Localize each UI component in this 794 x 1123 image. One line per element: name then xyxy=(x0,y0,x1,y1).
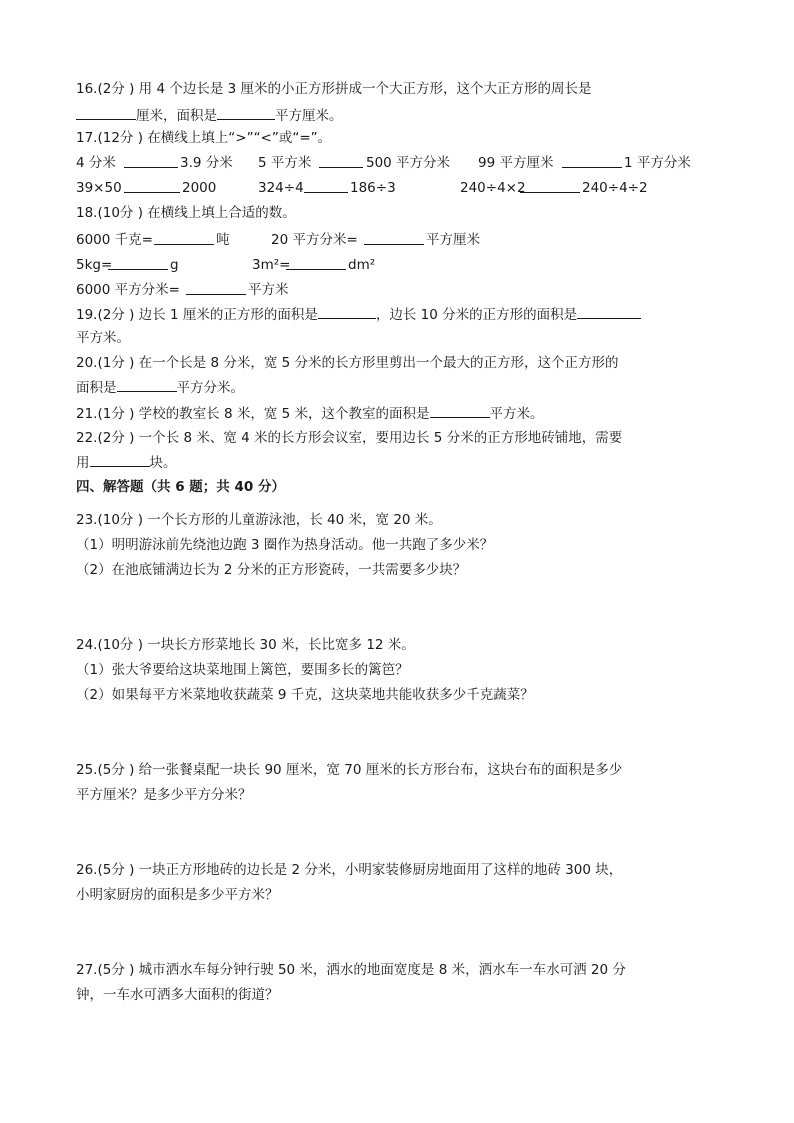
q17-cell: 240÷4×2 xyxy=(460,180,526,196)
q18-cell: 6000 千克= xyxy=(76,232,153,248)
q23-sub2: （2）在池底铺满边长为 2 分米的正方形瓷砖，一共需要多少块？ xyxy=(76,562,467,578)
q17-cell: 2000 xyxy=(182,180,217,196)
answer-blank[interactable] xyxy=(76,105,136,120)
answer-blank[interactable] xyxy=(364,230,424,245)
answer-blank[interactable] xyxy=(318,304,376,319)
q20-line2 xyxy=(76,377,244,398)
q21-text-a: 21.(1分 ) 学校的教室长 8 米，宽 5 米，这个教室的面积是 xyxy=(76,406,430,422)
q25-line2: 平方厘米？是多少平方分米？ xyxy=(76,787,252,803)
q17-text: 17.(12分 ) 在横线上填上“>”“<”或“=”。 xyxy=(76,130,332,146)
answer-blank[interactable] xyxy=(562,153,622,168)
q18-cell: 吨 xyxy=(216,232,230,248)
q16-text-a: 厘米，面积是 xyxy=(136,108,217,124)
q26-line1: 26.(5分 ) 一块正方形地砖的边长是 2 分米，小明家装修厨房地面用了这样的地砖 300 块， xyxy=(76,862,623,878)
q18-stem xyxy=(76,203,296,223)
q21-line xyxy=(76,403,544,424)
q17-cell: 324÷4 xyxy=(258,180,304,196)
answer-blank[interactable] xyxy=(124,178,180,193)
answer-blank[interactable] xyxy=(124,153,178,168)
answer-blank[interactable] xyxy=(108,255,168,270)
q17-cell: 3.9 分米 xyxy=(180,155,233,171)
q16-text-b: 平方厘米。 xyxy=(275,108,343,124)
q17-cell: 240÷4÷2 xyxy=(582,180,648,196)
q24-sub2: （2）如果每平方米菜地收获蔬菜 9 千克，这块菜地共能收获多少千克蔬菜？ xyxy=(76,687,534,703)
q18-cell: 平方米 xyxy=(248,282,289,298)
q27-line1: 27.(5分 ) 城市洒水车每分钟行驶 50 米，洒水的地面宽度是 8 米，洒水车一车水可洒 20 分 xyxy=(76,962,626,978)
q23-sub1: （1）明明游泳前先绕池边跑 3 圈作为热身活动。他一共跑了多少米？ xyxy=(76,537,494,553)
q16-line2 xyxy=(76,105,343,126)
q22-text-b: 块。 xyxy=(149,455,177,471)
q19-line1 xyxy=(76,304,641,325)
q20-text-a: 面积是 xyxy=(76,380,117,396)
q16-text: 16.(2分 ) 用 4 个边长是 3 厘米的小正方形拼成一个大正方形，这个大正方形的周长是 xyxy=(76,81,592,97)
q18-cell: 20 平方分米= xyxy=(271,232,358,248)
q22-text-a: 用 xyxy=(76,455,90,471)
answer-blank[interactable] xyxy=(520,178,580,193)
q16-line1 xyxy=(76,79,592,99)
q17-cell: 4 分米 xyxy=(76,155,116,171)
q24-sub1: （1）张大爷要给这块菜地围上篱笆，要围多长的篱笆？ xyxy=(76,662,409,678)
q22-line2 xyxy=(76,452,177,473)
q18-cell: 3m²= xyxy=(252,257,291,273)
answer-blank[interactable] xyxy=(154,230,214,245)
q18-cell: 5kg= xyxy=(76,257,113,273)
answer-blank[interactable] xyxy=(217,105,275,120)
answer-blank[interactable] xyxy=(186,280,246,295)
q19-text-a: 19.(2分 ) 边长 1 厘米的正方形的面积是 xyxy=(76,307,318,323)
answer-blank[interactable] xyxy=(117,377,177,392)
q18-cell: 平方厘米 xyxy=(426,232,480,248)
q17-cell: 1 平方分米 xyxy=(624,155,691,171)
q18-row3 xyxy=(76,280,726,300)
q17-cell: 500 平方分米 xyxy=(366,155,451,171)
q17-cell: 39×50 xyxy=(76,180,122,196)
q21-text-b: 平方米。 xyxy=(489,406,544,422)
answer-blank[interactable] xyxy=(304,178,348,193)
q17-cell: 186÷3 xyxy=(350,180,396,196)
q24-stem: 24.(10分 ) 一块长方形菜地长 30 米，长比宽多 12 米。 xyxy=(76,637,415,653)
answer-blank[interactable] xyxy=(430,403,490,418)
q17-cell: 99 平方厘米 xyxy=(478,155,554,171)
q18-row1 xyxy=(76,230,726,250)
q17-row1 xyxy=(76,153,726,173)
answer-blank[interactable] xyxy=(90,452,150,467)
q22-text: 22.(2分 ) 一个长 8 米、宽 4 米的长方形会议室，要用边长 5 分米的正方形地砖铺地，需要 xyxy=(76,430,623,446)
q19-text-c: 平方米。 xyxy=(76,330,130,346)
q17-cell: 5 平方米 xyxy=(258,155,312,171)
q25-line1: 25.(5分 ) 给一张餐桌配一块长 90 厘米，宽 70 厘米的长方形台布，这块台布的面积是多少 xyxy=(76,762,623,778)
q17-row2 xyxy=(76,178,726,198)
q19-line2 xyxy=(76,328,130,348)
answer-blank[interactable] xyxy=(577,304,641,319)
q18-cell: g xyxy=(170,257,179,273)
q18-cell: 6000 平方分米= xyxy=(76,282,180,298)
q18-cell: dm² xyxy=(348,257,376,273)
q27-line2: 钟，一车水可洒多大面积的街道？ xyxy=(76,987,279,1003)
q19-text-b: ，边长 10 分米的正方形的面积是 xyxy=(375,307,578,323)
q26-line2: 小明家厨房的面积是多少平方米？ xyxy=(76,887,279,903)
q22-line1 xyxy=(76,428,622,448)
answer-blank[interactable] xyxy=(286,255,346,270)
q17-stem xyxy=(76,128,331,148)
q20-text: 20.(1分 ) 在一个长是 8 分米，宽 5 分米的长方形里剪出一个最大的正方形，这个正方形的 xyxy=(76,355,619,371)
q18-text: 18.(10分 ) 在横线上填上合适的数。 xyxy=(76,205,296,221)
q18-row2 xyxy=(76,255,726,275)
q23-stem: 23.(10分 ) 一个长方形的儿童游泳池，长 40 米，宽 20 米。 xyxy=(76,512,442,528)
q20-text-b: 平方分米。 xyxy=(176,380,244,396)
section-heading: 四、解答题（共 6 题；共 40 分） xyxy=(76,479,285,495)
q20-line1 xyxy=(76,353,619,373)
answer-blank[interactable] xyxy=(319,153,363,168)
